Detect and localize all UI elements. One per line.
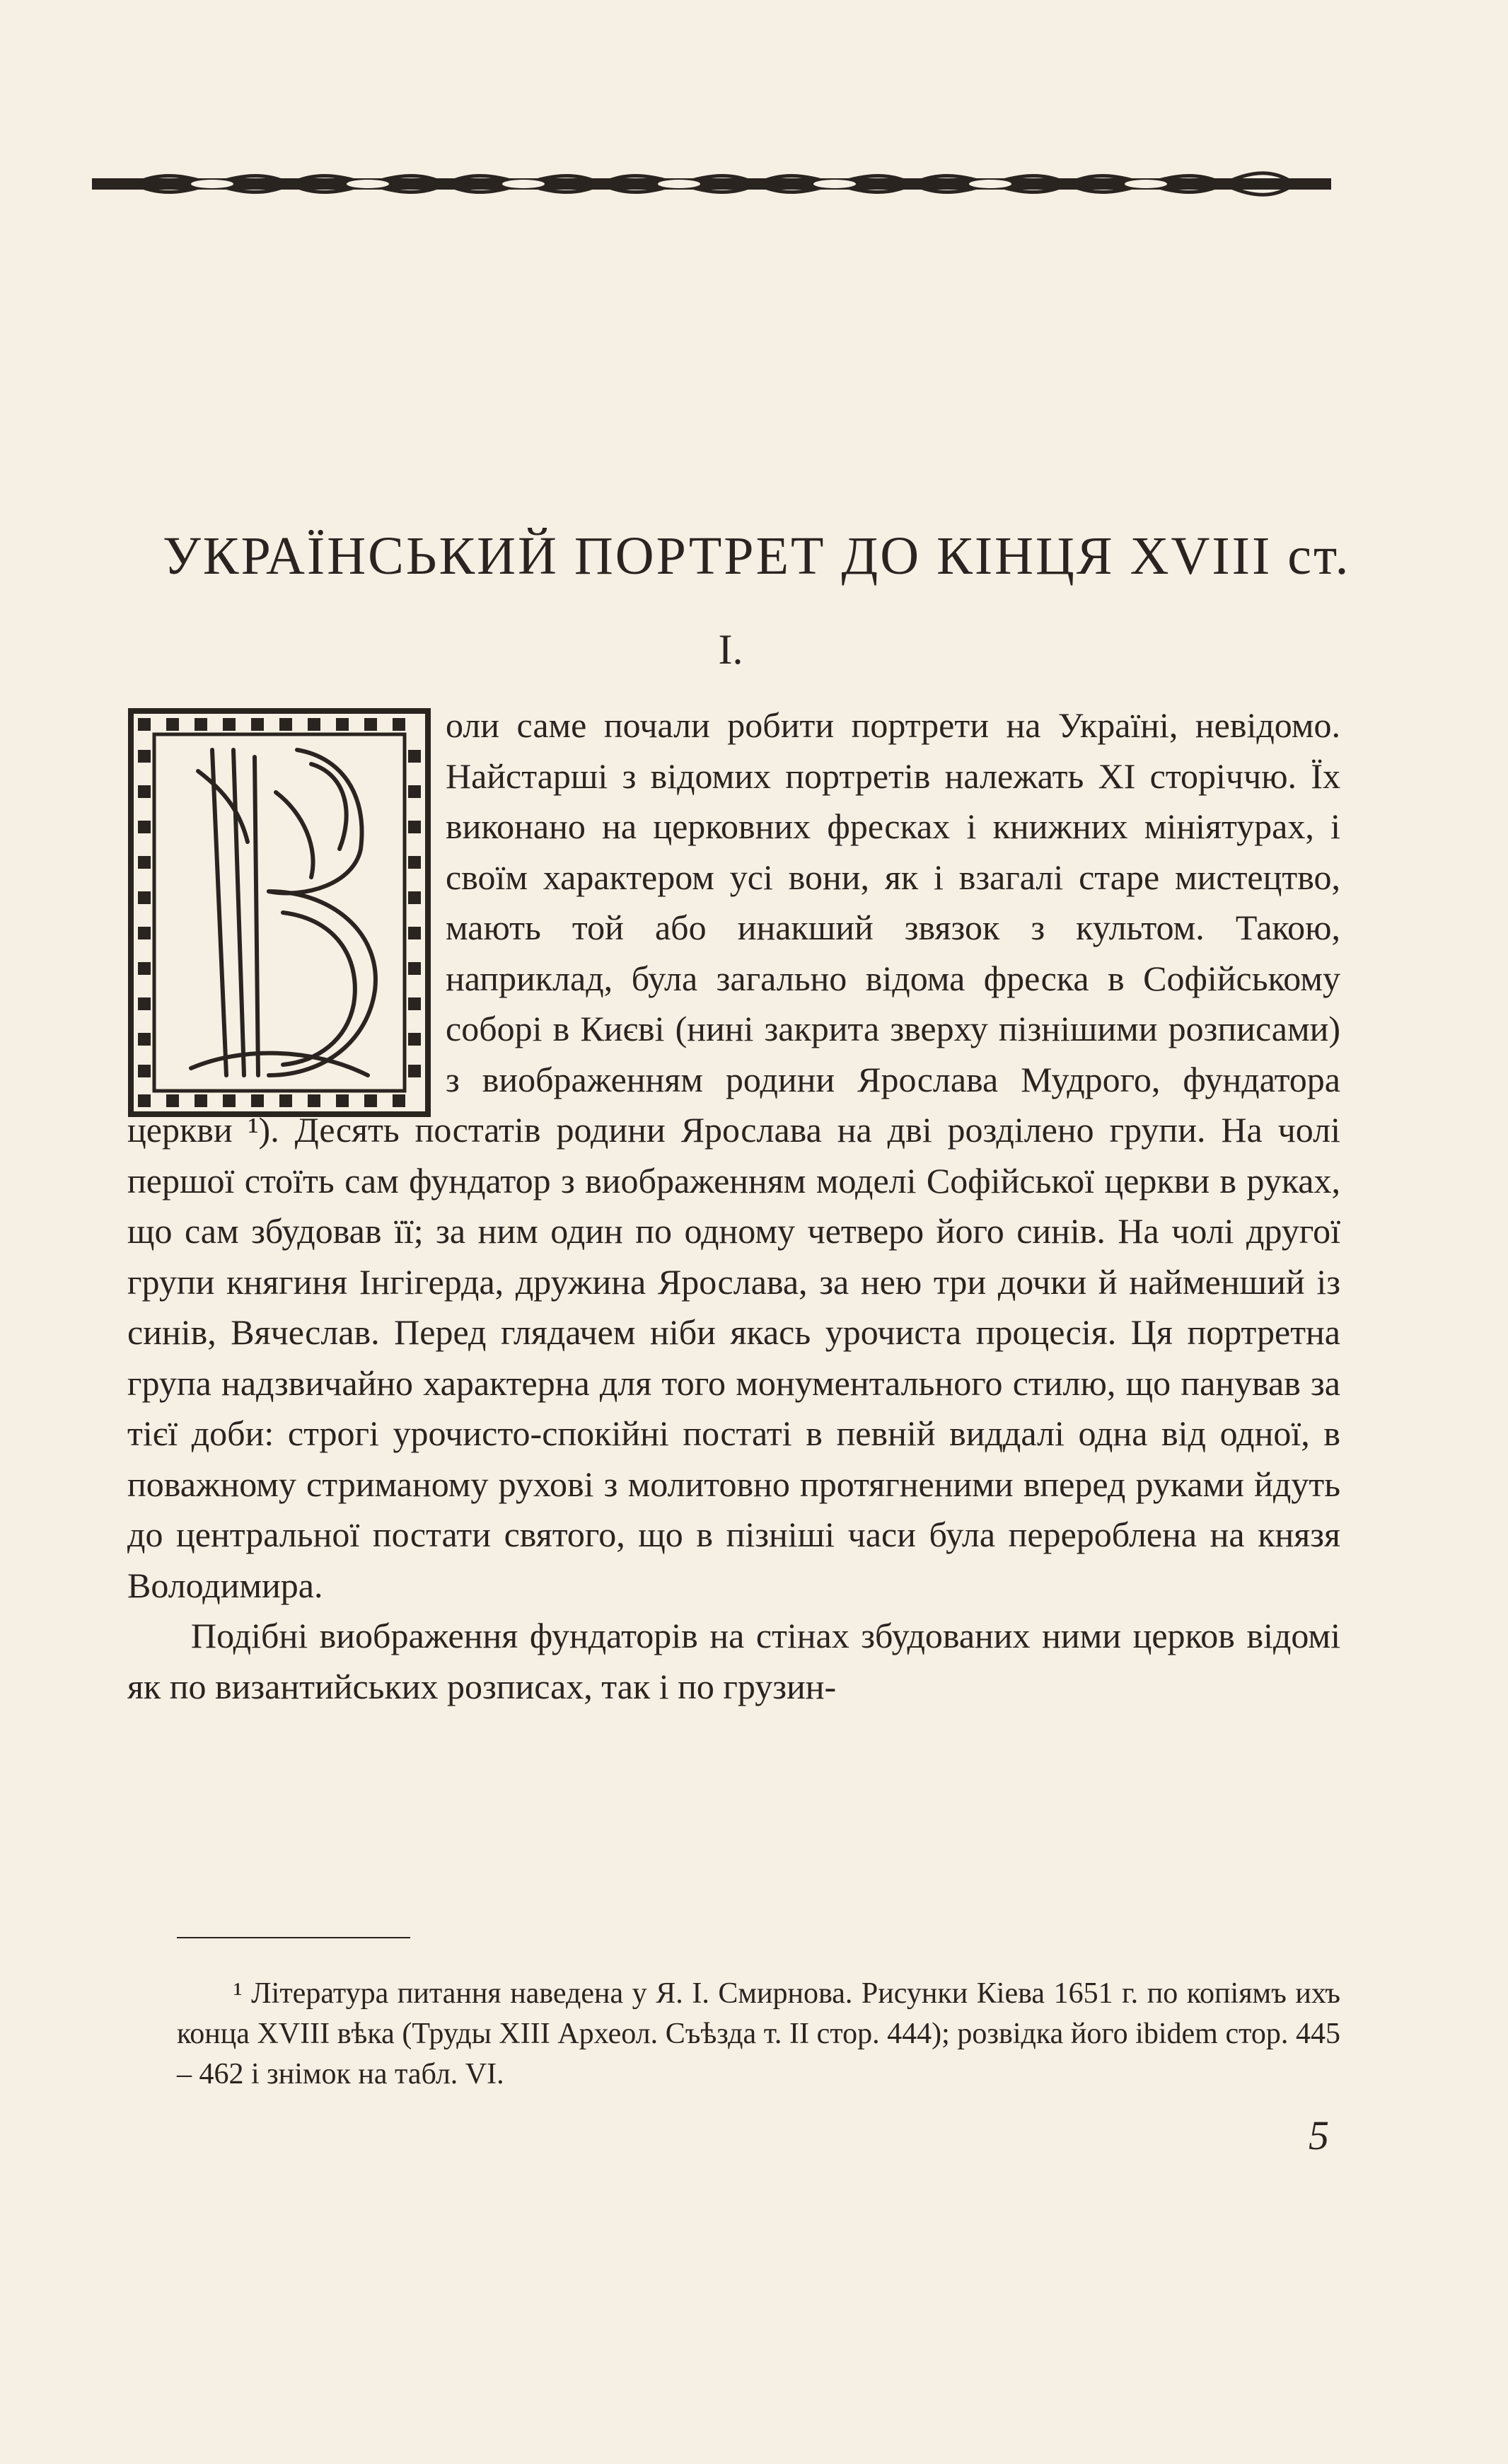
footnote: ¹ Література питання наведена у Я. І. Смирнова. Рисунки Кіева 1651 г. по копіямъ ихъ конца XVIII вѣка (Труды XIII Археол. Съѣзда т. II стор. 444); розвідка його ibidem стор. 445 – 462 і знімок на табл. VI. bbox=[177, 1977, 1340, 2090]
page-number: 5 bbox=[1309, 2112, 1329, 2158]
paragraph-1: оли саме почали робити портрети на Україні, невідомо. Найстарші з відомих портретів належать XI сторіччю. Їх виконано на церковних фресках і книжних мініятурах, і своїм характером усі вони, як і взагалі старе мистецтво, мають той або инакший звязок з культом. Такою, наприклад, була загально відома фреска в Софійському соборі в Києві (нині закрита зверху пізнішими розписами) з виображенням родини Ярослава Мудрого, фундатора церкви ¹). Десять постатів родини Ярослава на дві розділено групи. На чолі першої стоїть сам фундатор з виображенням моделі Софійської церкви в руках, що сам збудовав її; за ним один по одному четверо його синів. На чолі другої групи княгиня Інгігерда, дружина Ярослава, за нею три дочки й найменший із синів, Вячеслав. Перед глядачем ніби якась урочиста процесія. Ця портретна група надзвичайно характерна для того монументального стилю, що панував за тієї доби: строгі урочисто-спокійні постаті в певній виддалі одна від одної, в поважному стриманому руховi з молитовно протягненими вперед руками йдуть до центральної постати святого, що в пізніші часи була перероблена на князя Володимира. bbox=[127, 705, 1340, 1605]
ornamental-header-band bbox=[92, 159, 1331, 209]
page-title: УКРАЇНСЬКИЙ ПОРТРЕТ ДО КІНЦЯ XVIII ст. bbox=[163, 526, 1351, 586]
chapter-number: I. bbox=[718, 626, 743, 673]
body-text bbox=[127, 700, 1340, 1712]
footnote-rule bbox=[177, 1937, 410, 1938]
paragraph-2: Подібні виображення фундаторів на стінах збудованих ними церков відомі як по византийських розписах, так і по грузин- bbox=[127, 1616, 1340, 1706]
